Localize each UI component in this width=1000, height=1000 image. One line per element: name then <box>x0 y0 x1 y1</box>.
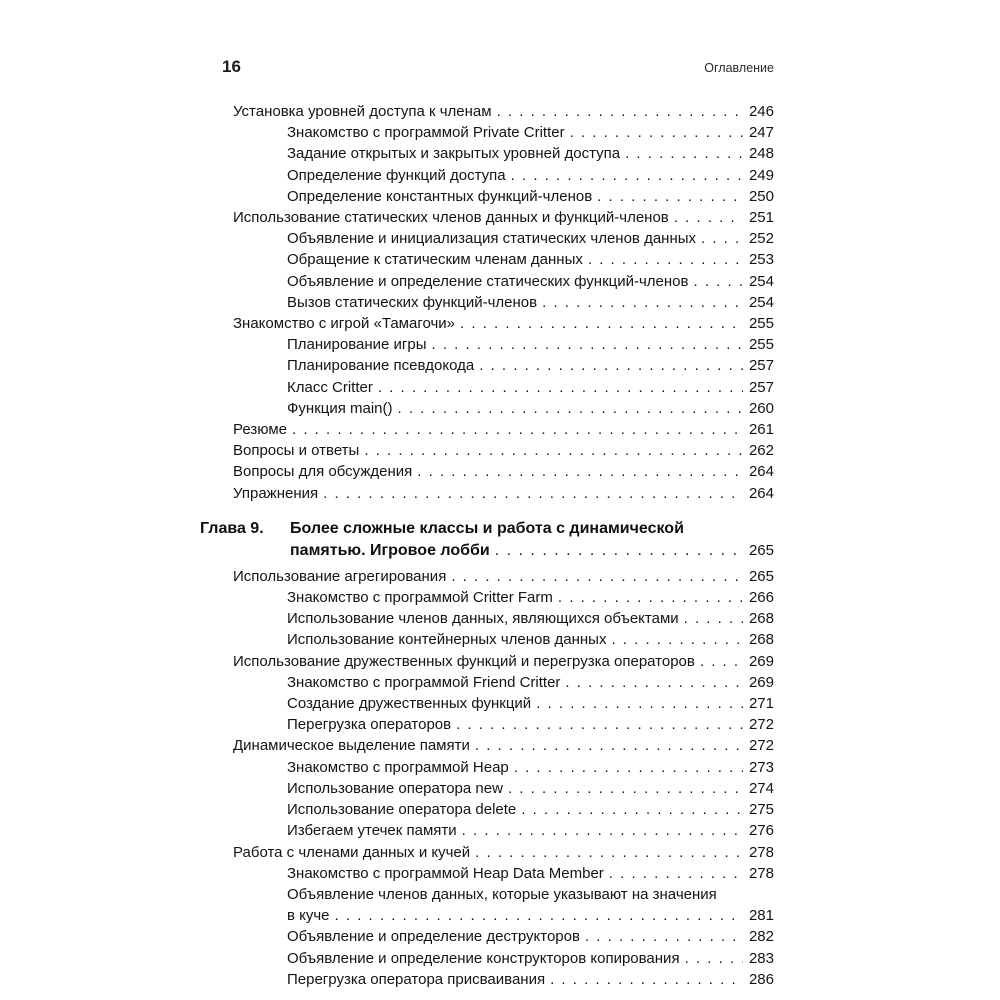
toc-entry-title: Динамическое выделение памяти <box>233 737 470 755</box>
dot-leader <box>479 355 743 376</box>
dot-leader <box>611 629 743 650</box>
toc-entry <box>200 948 774 969</box>
chapter-title-text: памятью. Игровое лобби <box>290 541 490 559</box>
dot-leader <box>550 969 743 990</box>
toc-entry <box>200 629 774 650</box>
toc-entry-title: Резюме <box>233 421 287 439</box>
toc-entry <box>200 672 774 693</box>
toc-entry-page: 260 <box>748 399 774 417</box>
chapter-heading-line <box>200 540 774 562</box>
toc-entry-title: Перегрузка оператора присваивания <box>287 970 546 988</box>
toc-entry-title: Упражнения <box>233 484 319 502</box>
toc-entry-page: 247 <box>748 124 774 142</box>
toc-entry-page: 271 <box>748 695 774 713</box>
toc-entry <box>200 461 774 482</box>
toc-entry-page: 262 <box>748 442 774 460</box>
toc-entry <box>200 651 774 672</box>
toc-entry-page: 254 <box>748 272 774 290</box>
toc-entry <box>200 714 774 735</box>
toc-entry <box>200 863 774 884</box>
toc-entry <box>200 778 774 799</box>
toc-entry-title: Планирование игры <box>287 336 427 354</box>
toc-entry-title: Функция main() <box>287 399 393 417</box>
toc-entry-title: Объявление и инициализация статических членов данных <box>287 230 697 248</box>
toc-entry-page: 253 <box>748 251 774 269</box>
toc-page <box>200 0 774 1000</box>
toc-entry-title: Работа с членами данных и кучей <box>233 843 471 861</box>
toc-entry-title: Использование оператора new <box>287 779 503 797</box>
toc-entry <box>200 842 774 863</box>
toc-entry-title: в куче <box>287 907 330 925</box>
chapter-label: Глава 9. <box>200 519 264 537</box>
toc-entry-title: Обращение к статическим членам данных <box>287 251 583 269</box>
toc-entry <box>200 587 774 608</box>
dot-leader <box>521 799 743 820</box>
toc-entry-title: Знакомство с игрой «Тамагочи» <box>233 315 456 333</box>
toc-entry <box>200 566 774 587</box>
chapter-heading-line <box>200 518 774 540</box>
toc-entry-page: 278 <box>748 843 774 861</box>
toc-entry-title: Использование агрегирования <box>233 567 447 585</box>
dot-leader <box>417 461 743 482</box>
toc-entry <box>200 292 774 313</box>
dot-leader <box>588 249 743 270</box>
toc-entry-title: Использование статических членов данных и функций-членов <box>233 209 669 227</box>
toc-entry <box>200 926 774 947</box>
toc-entry <box>200 186 774 207</box>
toc-entry <box>200 122 774 143</box>
toc-entry <box>200 313 774 334</box>
toc-entry-title: Определение функций доступа <box>287 166 506 184</box>
dot-leader <box>693 271 743 292</box>
toc-entry-wrap-line <box>200 884 774 905</box>
toc-entry-title: Знакомство с программой Heap <box>287 758 509 776</box>
toc-entry-title: Использование контейнерных членов данных <box>287 631 607 649</box>
toc-entry <box>200 249 774 270</box>
dot-leader <box>625 143 743 164</box>
toc-entry-page: 264 <box>748 463 774 481</box>
dot-leader <box>456 714 743 735</box>
toc-entry-page: 274 <box>748 779 774 797</box>
toc-entry-title: Создание дружественных функций <box>287 695 532 713</box>
toc-entry-page: 261 <box>748 421 774 439</box>
page-header <box>200 57 774 77</box>
toc-chapter-heading <box>200 518 774 562</box>
toc-entry <box>200 735 774 756</box>
toc-entry-title: Знакомство с программой Friend Critter <box>287 673 561 691</box>
toc-entry-page: 273 <box>748 758 774 776</box>
dot-leader <box>609 863 743 884</box>
toc-entry-page: 268 <box>748 631 774 649</box>
toc-entry-page: 276 <box>748 822 774 840</box>
dot-leader <box>292 419 743 440</box>
toc-entry <box>200 969 774 990</box>
toc-list <box>200 101 774 990</box>
dot-leader <box>378 377 743 398</box>
dot-leader <box>565 672 743 693</box>
toc-entry <box>200 143 774 164</box>
toc-entry-page: 265 <box>748 541 774 559</box>
dot-leader <box>462 820 743 841</box>
toc-entry <box>200 608 774 629</box>
toc-entry-title: Знакомство с программой Critter Farm <box>287 589 553 607</box>
toc-entry-page: 278 <box>748 864 774 882</box>
dot-leader <box>475 735 743 756</box>
dot-leader <box>323 483 743 504</box>
toc-entry-page: 268 <box>748 610 774 628</box>
toc-entry-page: 281 <box>748 907 774 925</box>
dot-leader <box>432 334 743 355</box>
toc-entry-title: Планирование псевдокода <box>287 357 475 375</box>
toc-entry-title: Объявление и определение конструкторов копирования <box>287 949 680 967</box>
toc-entry-title: Использование дружественных функций и перегрузка операторов <box>233 652 695 670</box>
dot-leader <box>451 566 743 587</box>
toc-entry-page: 250 <box>748 187 774 205</box>
toc-entry-title: Использование членов данных, являющихся объектами <box>287 610 679 628</box>
toc-entry-page: 272 <box>748 737 774 755</box>
toc-entry <box>200 355 774 376</box>
dot-leader <box>335 905 743 926</box>
toc-entry <box>200 398 774 419</box>
toc-entry-title: Установка уровней доступа к членам <box>233 103 492 120</box>
toc-entry <box>200 334 774 355</box>
dot-leader <box>495 540 743 562</box>
running-header-title: Оглавление <box>704 61 774 75</box>
toc-entry-page: 254 <box>748 293 774 311</box>
toc-entry-page: 264 <box>748 484 774 502</box>
toc-entry-page: 248 <box>748 145 774 163</box>
dot-leader <box>511 165 743 186</box>
toc-entry-title: Объявление членов данных, которые указывают на значения <box>287 885 717 903</box>
toc-entry <box>200 101 774 122</box>
toc-entry-title: Класс Critter <box>287 378 373 396</box>
toc-entry <box>200 905 774 926</box>
toc-entry-title: Вопросы для обсуждения <box>233 463 413 481</box>
page-number: 16 <box>222 57 241 76</box>
toc-entry-page: 265 <box>748 567 774 585</box>
toc-entry-title: Знакомство с программой Private Critter <box>287 124 565 142</box>
dot-leader <box>674 207 743 228</box>
dot-leader <box>398 398 743 419</box>
toc-entry <box>200 440 774 461</box>
toc-entry-page: 269 <box>748 673 774 691</box>
dot-leader <box>558 587 743 608</box>
toc-entry-page: 283 <box>748 949 774 967</box>
toc-entry-page: 266 <box>748 589 774 607</box>
toc-entry-title: Определение константных функций-членов <box>287 187 593 205</box>
dot-leader <box>508 778 743 799</box>
toc-entry-page: 257 <box>748 378 774 396</box>
toc-entry-page: 269 <box>748 652 774 670</box>
toc-entry-page: 255 <box>748 336 774 354</box>
toc-entry-page: 282 <box>748 928 774 946</box>
toc-entry-page: 255 <box>748 315 774 333</box>
toc-entry <box>200 757 774 778</box>
dot-leader <box>585 926 743 947</box>
toc-entry-title: Вопросы и ответы <box>233 442 360 460</box>
toc-entry-title: Вызов статических функций-членов <box>287 293 538 311</box>
toc-entry <box>200 419 774 440</box>
toc-entry-page: 249 <box>748 166 774 184</box>
toc-entry <box>200 207 774 228</box>
toc-entry <box>200 799 774 820</box>
dot-leader <box>700 651 743 672</box>
toc-entry <box>200 820 774 841</box>
toc-entry-title: Объявление и определение деструкторов <box>287 928 580 946</box>
toc-entry-title: Задание открытых и закрытых уровней доступа <box>287 145 621 163</box>
toc-entry <box>200 271 774 292</box>
toc-entry-title: Перегрузка операторов <box>287 716 452 734</box>
dot-leader <box>570 122 743 143</box>
dot-leader <box>364 440 743 461</box>
dot-leader <box>514 757 743 778</box>
toc-entry-page: 275 <box>748 801 774 819</box>
toc-entry-title: Использование оператора delete <box>287 801 517 819</box>
toc-entry-title: Знакомство с программой Heap Data Member <box>287 864 604 882</box>
toc-entry-page: 252 <box>748 230 774 248</box>
dot-leader <box>684 608 743 629</box>
toc-entry <box>200 165 774 186</box>
toc-entry <box>200 693 774 714</box>
toc-entry-page: 251 <box>748 209 774 227</box>
chapter-title-text: Более сложные классы и работа с динамической <box>290 519 684 537</box>
toc-entry <box>200 483 774 504</box>
dot-leader <box>685 948 743 969</box>
dot-leader <box>536 693 743 714</box>
toc-entry-page: 286 <box>748 970 774 988</box>
dot-leader <box>701 228 743 249</box>
toc-entry-title: Объявление и определение статических функций-членов <box>287 272 689 290</box>
toc-entry-title: Избегаем утечек памяти <box>287 822 457 840</box>
dot-leader <box>542 292 743 313</box>
dot-leader <box>475 842 743 863</box>
toc-entry-page: 246 <box>748 103 774 120</box>
dot-leader <box>597 186 743 207</box>
dot-leader <box>497 101 743 122</box>
toc-entry-page: 272 <box>748 716 774 734</box>
dot-leader <box>460 313 743 334</box>
toc-entry <box>200 377 774 398</box>
toc-entry <box>200 228 774 249</box>
toc-entry-page: 257 <box>748 357 774 375</box>
